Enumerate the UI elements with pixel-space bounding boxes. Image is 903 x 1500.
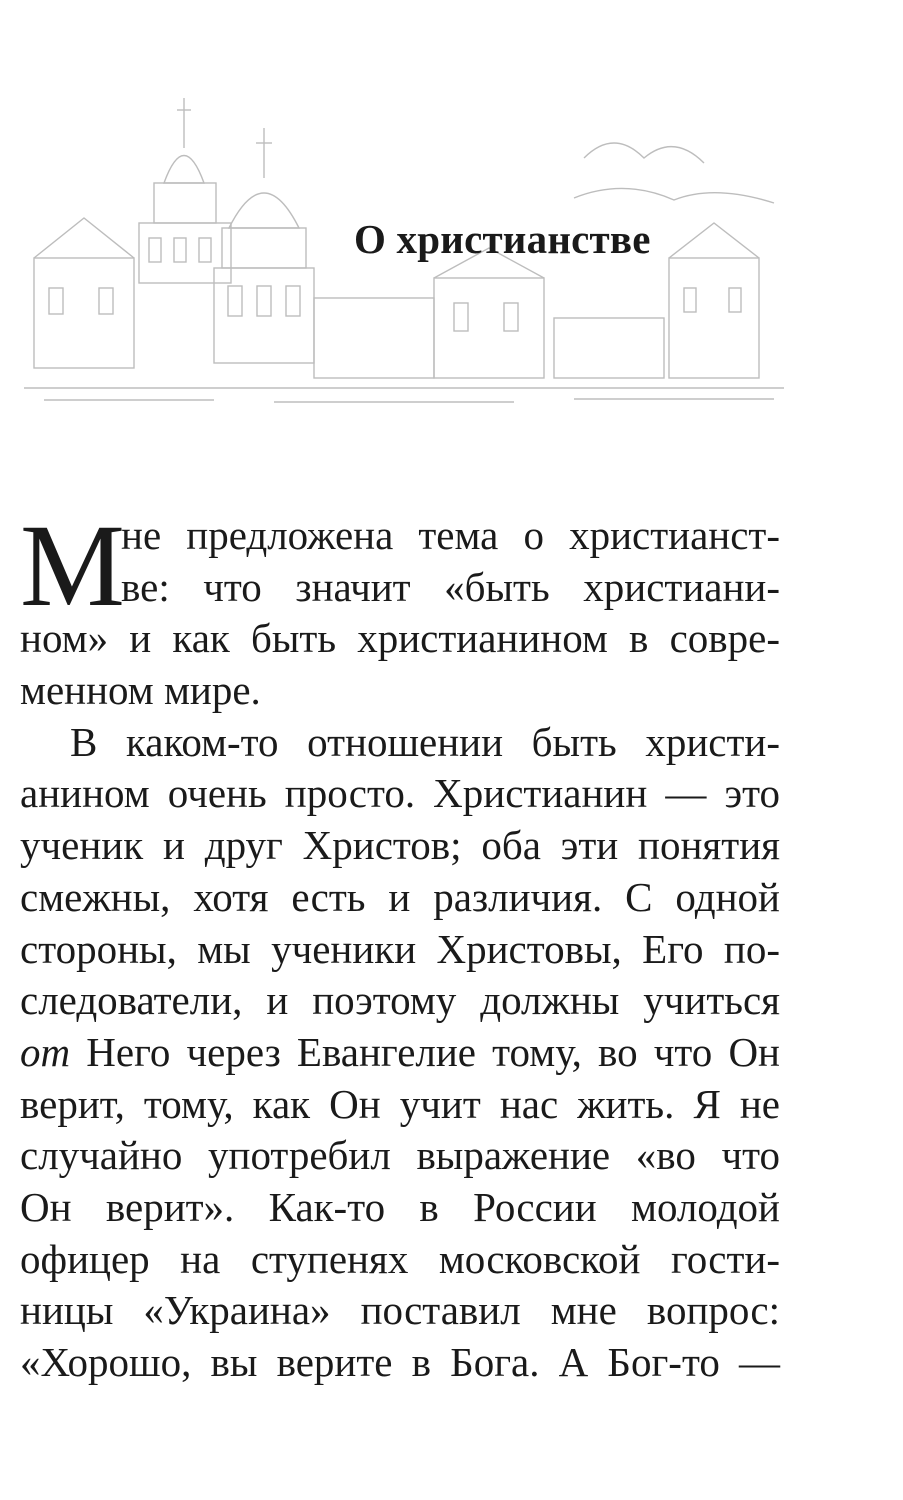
text-line: стороны, мы ученики Христовы, Его по- xyxy=(20,925,780,972)
text-line: ве: что значит «быть христиани- xyxy=(121,563,780,610)
text-line: случайно употребил выражение «во что xyxy=(20,1132,780,1179)
text-line: не предложена тема о христианст- xyxy=(121,512,780,558)
text-line: смежны, хотя есть и различия. С одной xyxy=(20,873,780,920)
text-line: менном мире. xyxy=(20,667,261,714)
text-line: следователи, и поэтому должны учиться xyxy=(20,977,780,1024)
emphasis-word: от xyxy=(20,1028,71,1075)
text-line: верит, тому, как Он учит нас жить. Я не xyxy=(20,1080,780,1127)
article-body xyxy=(20,500,780,1389)
text-line: ученик и друг Христов; оба эти понятия xyxy=(20,822,780,869)
text-line: ницы «Украина» поставил мне вопрос: xyxy=(20,1287,780,1334)
text-line-rest: Него через Евангелие тому, во что Он xyxy=(70,1028,780,1075)
text-line: В каком-то отношении быть христи- xyxy=(70,718,780,765)
text-line: офицер на ступенях московской гости- xyxy=(20,1235,780,1282)
text-line xyxy=(20,1027,780,1079)
drop-cap: М xyxy=(20,500,125,631)
chapter-title: О христианстве xyxy=(354,216,651,262)
text-line: ном» и как быть христианином в совре- xyxy=(20,615,780,662)
text-line: Он верит». Как-то в России молодой xyxy=(20,1183,780,1230)
text-line: «Хорошо, вы верите в Бога. А Бог-то — xyxy=(20,1339,780,1385)
text-line: анином очень просто. Христианин — это xyxy=(20,770,780,817)
